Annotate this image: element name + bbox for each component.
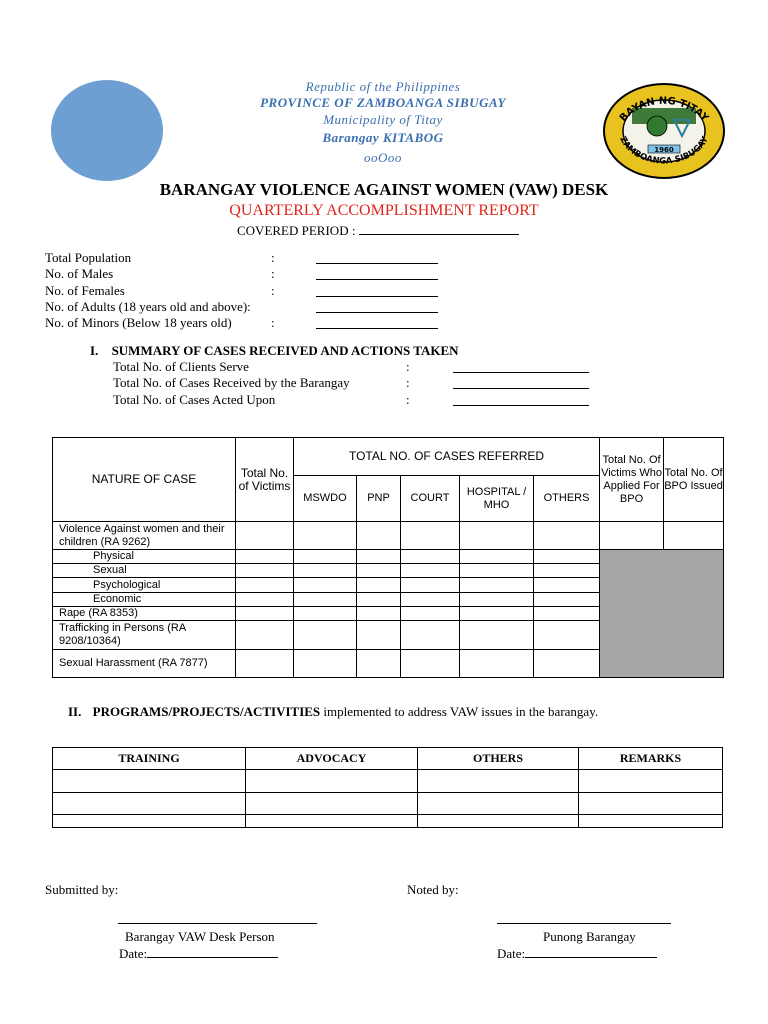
summary-label: Total No. of Cases Acted Upon (113, 391, 276, 407)
case-cell[interactable] (236, 607, 294, 621)
program-col-header: TRAINING (53, 748, 246, 770)
demographic-label: Total Population (45, 250, 132, 265)
noted-by-label: Noted by: (407, 882, 459, 897)
right-date-label: Date: (497, 946, 526, 961)
republic-line: Republic of the Philippines (305, 79, 461, 94)
case-cell[interactable] (534, 564, 600, 578)
case-cell[interactable] (460, 522, 534, 550)
program-col-header: ADVOCACY (246, 748, 418, 770)
program-cell[interactable] (53, 815, 246, 828)
section1-heading (90, 343, 459, 359)
seal-text-bottom: ZAMBOANGA SIBUGAY (617, 135, 711, 167)
case-cell[interactable] (357, 621, 401, 650)
case-label: Physical (53, 550, 236, 564)
right-role: Punong Barangay (543, 929, 636, 944)
case-cell[interactable] (357, 593, 401, 607)
left-role: Barangay VAW Desk Person (125, 929, 275, 944)
summary-colon: : (406, 391, 410, 407)
section2-heading (68, 704, 598, 720)
referral-col-header: COURT (401, 476, 460, 522)
section1-number: I. (90, 343, 99, 358)
section1-title: SUMMARY OF CASES RECEIVED AND ACTIONS TAKEN (111, 343, 459, 358)
demographic-row (45, 266, 445, 282)
case-cell[interactable] (357, 564, 401, 578)
case-cell[interactable] (460, 593, 534, 607)
case-cell[interactable] (294, 522, 357, 550)
program-cell[interactable] (246, 815, 418, 828)
total-victims-header: Total No. of Victims (236, 438, 294, 522)
case-cell[interactable] (460, 564, 534, 578)
program-cell[interactable] (579, 793, 723, 815)
case-cell[interactable] (401, 621, 460, 650)
nature-of-case-header: NATURE OF CASE (53, 438, 236, 522)
barangay-line: Barangay KITABOG (322, 130, 444, 145)
program-cell[interactable] (246, 770, 418, 793)
case-cell[interactable] (236, 621, 294, 650)
program-cell[interactable] (418, 770, 579, 793)
left-date (119, 946, 278, 962)
referral-col-header: HOSPITAL / MHO (460, 476, 534, 522)
program-cell[interactable] (418, 793, 579, 815)
summary-field[interactable] (453, 361, 589, 373)
case-label: Violence Against women and their children (RA 9262) (53, 522, 236, 550)
summary-colon: : (406, 359, 410, 374)
case-label: Sexual Harassment (RA 7877) (53, 650, 236, 678)
demographic-label: No. of Adults (18 years old and above): (45, 298, 251, 314)
demographic-label: No. of Minors (Below 18 years old) (45, 315, 232, 331)
cases-table (52, 437, 724, 678)
bpo-issued-cell[interactable] (664, 522, 724, 550)
case-cell[interactable] (401, 550, 460, 564)
summary-label: Total No. of Cases Received by the Barangay (113, 375, 350, 391)
case-cell[interactable] (460, 607, 534, 621)
right-date-field[interactable] (525, 946, 657, 958)
case-cell[interactable] (534, 621, 600, 650)
case-cell[interactable] (460, 578, 534, 593)
case-cell[interactable] (401, 593, 460, 607)
case-cell[interactable] (401, 650, 460, 678)
case-label: Psychological (53, 578, 236, 593)
case-cell[interactable] (294, 578, 357, 593)
case-cell[interactable] (357, 522, 401, 550)
bpo-shaded-area (600, 550, 724, 678)
case-cell[interactable] (357, 650, 401, 678)
seal-year: 1960 (654, 146, 674, 154)
case-label: Sexual (53, 564, 236, 578)
program-cell[interactable] (579, 770, 723, 793)
summary-label: Total No. of Clients Serve (113, 359, 249, 374)
province-line: PROVINCE OF ZAMBOANGA SIBUGAY (260, 95, 506, 110)
left-date-field[interactable] (147, 946, 278, 958)
covered-period-field[interactable] (359, 222, 519, 235)
case-cell[interactable] (294, 550, 357, 564)
section1-items (113, 359, 593, 408)
case-cell[interactable] (534, 607, 600, 621)
case-cell[interactable] (236, 650, 294, 678)
programs-table (52, 747, 723, 828)
case-cell[interactable] (401, 607, 460, 621)
case-cell[interactable] (294, 607, 357, 621)
case-cell[interactable] (294, 650, 357, 678)
case-cell[interactable] (401, 578, 460, 593)
bpo-applied-header: Total No. Of Victims Who Applied For BPO (600, 438, 664, 522)
summary-row (113, 392, 593, 408)
demographic-field[interactable] (316, 252, 438, 264)
page-subtitle: QUARTERLY ACCOMPLISHMENT REPORT (229, 202, 539, 219)
demographic-label: No. of Males (45, 266, 114, 282)
case-cell[interactable] (236, 578, 294, 593)
demographic-field[interactable] (316, 285, 438, 297)
demographic-row (45, 250, 445, 266)
covered-period-label: COVERED PERIOD : (237, 223, 356, 238)
demographic-row (45, 283, 445, 299)
case-cell[interactable] (236, 593, 294, 607)
summary-field[interactable] (453, 377, 589, 389)
case-label: Trafficking in Persons (RA 9208/10364) (53, 621, 236, 650)
case-cell[interactable] (236, 564, 294, 578)
covered-period (237, 222, 519, 239)
demographic-row (45, 299, 445, 315)
case-cell[interactable] (236, 550, 294, 564)
right-date (497, 946, 657, 962)
case-cell[interactable] (460, 621, 534, 650)
demographic-colon: : (271, 266, 275, 282)
case-row (53, 550, 724, 564)
case-cell[interactable] (401, 522, 460, 550)
seal-text-top: BAYAN NG TITAY (617, 95, 711, 124)
demographic-colon: : (271, 282, 275, 298)
program-cell[interactable] (53, 770, 246, 793)
case-cell[interactable] (294, 593, 357, 607)
submitted-by-label: Submitted by: (45, 882, 119, 897)
case-row (53, 522, 724, 550)
page-title: BARANGAY VIOLENCE AGAINST WOMEN (VAW) DESK (159, 180, 609, 199)
case-cell[interactable] (294, 621, 357, 650)
ornament: ooOoo (364, 150, 402, 165)
case-cell[interactable] (401, 564, 460, 578)
summary-field[interactable] (453, 394, 589, 406)
case-cell[interactable] (357, 607, 401, 621)
case-cell[interactable] (357, 578, 401, 593)
referral-col-header: PNP (357, 476, 401, 522)
case-label: Rape (RA 8353) (53, 607, 236, 621)
case-cell[interactable] (534, 578, 600, 593)
case-cell[interactable] (294, 564, 357, 578)
demographic-field[interactable] (316, 301, 438, 313)
program-col-header: OTHERS (418, 748, 579, 770)
case-cell[interactable] (460, 550, 534, 564)
program-cell[interactable] (53, 793, 246, 815)
case-cell[interactable] (236, 522, 294, 550)
summary-colon: : (406, 375, 410, 391)
left-date-label: Date: (119, 946, 148, 961)
demographic-label: No. of Females (45, 282, 125, 298)
program-cell[interactable] (418, 815, 579, 828)
case-cell[interactable] (534, 550, 600, 564)
program-cell[interactable] (246, 793, 418, 815)
program-cell[interactable] (579, 815, 723, 828)
referral-col-header: MSWDO (294, 476, 357, 522)
case-cell[interactable] (534, 650, 600, 678)
demographic-colon: : (271, 315, 275, 331)
municipality-line: Municipality of Titay (323, 112, 443, 127)
demographic-colon: : (271, 250, 275, 265)
cases-referred-header: TOTAL NO. OF CASES REFERRED (294, 438, 600, 476)
demographic-field[interactable] (316, 268, 438, 280)
bpo-issued-header: Total No. Of BPO Issued (664, 438, 724, 522)
case-cell[interactable] (357, 550, 401, 564)
section2-title-rest: implemented to address VAW issues in the barangay. (320, 704, 599, 719)
program-col-header: REMARKS (579, 748, 723, 770)
summary-row (113, 359, 593, 375)
demographic-field[interactable] (316, 317, 438, 329)
case-label: Economic (53, 593, 236, 607)
left-signature-line[interactable] (118, 923, 317, 924)
section2-number: II. (68, 704, 82, 719)
case-cell[interactable] (534, 522, 600, 550)
referral-col-header: OTHERS (534, 476, 600, 522)
bpo-applied-cell[interactable] (600, 522, 664, 550)
summary-row (113, 375, 593, 391)
demographic-row (45, 315, 445, 331)
right-signature-line[interactable] (497, 923, 671, 924)
demographics-block (45, 250, 445, 331)
case-cell[interactable] (460, 650, 534, 678)
case-cell[interactable] (534, 593, 600, 607)
section2-title-bold: PROGRAMS/PROJECTS/ACTIVITIES (92, 704, 321, 719)
